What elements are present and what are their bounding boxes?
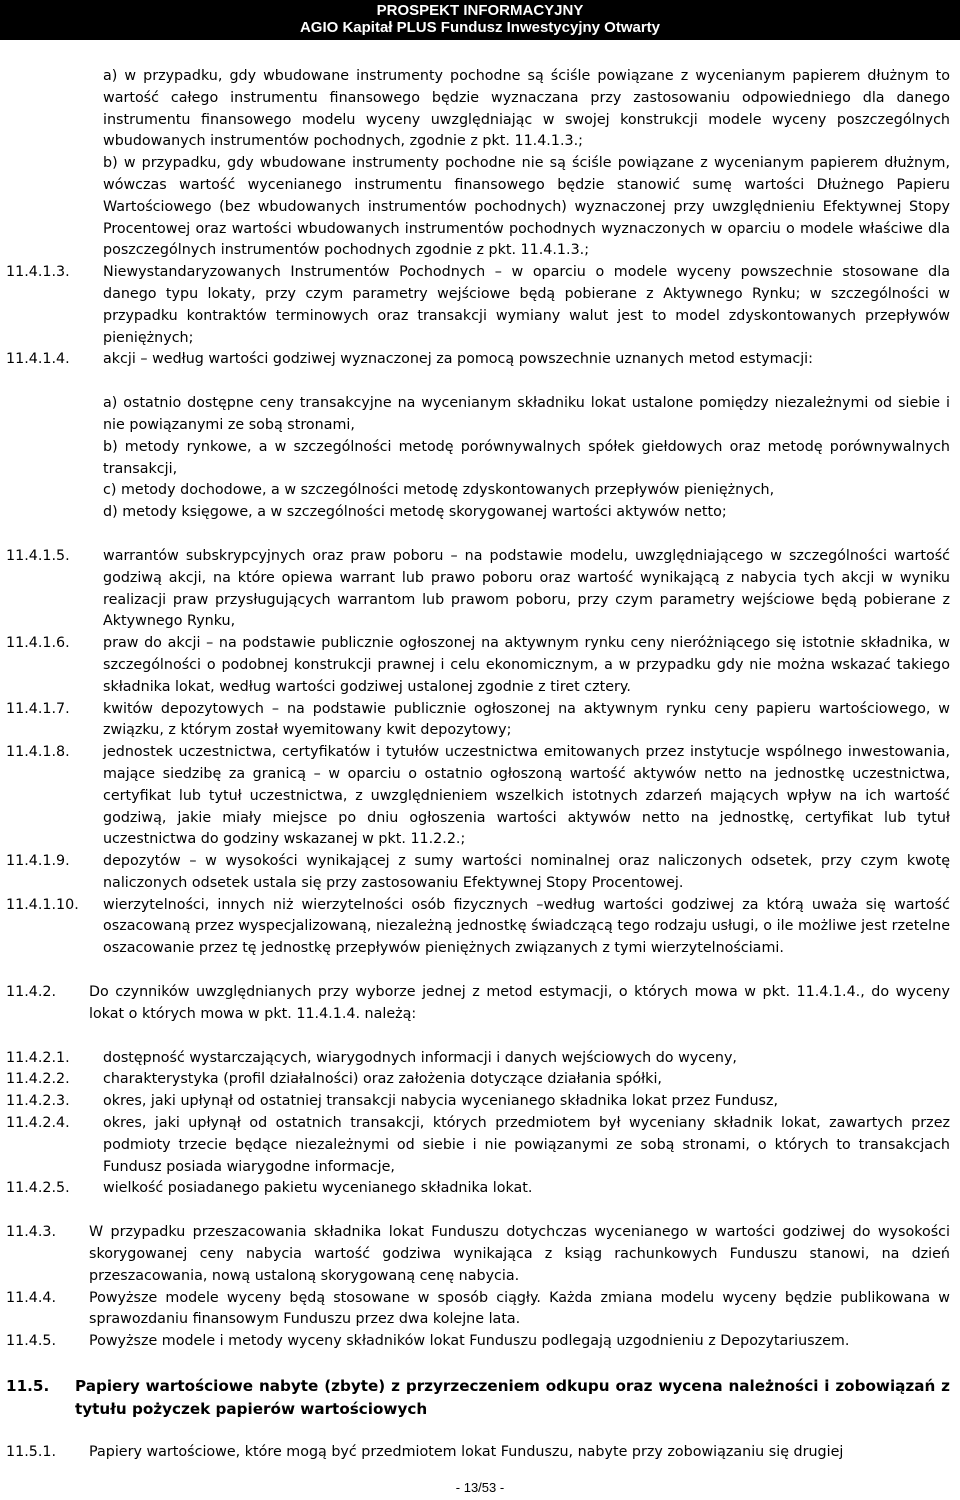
paragraph-number: 11.4.1.6.	[6, 635, 70, 652]
paragraph-text: Powyższe modele wyceny będą stosowane w sposób ciągły. Każda zmiana modelu wyceny będzie publikowana w sprawozdaniu finansowym Funduszu przez dwa kolejne lata.	[89, 1289, 950, 1328]
paragraph	[0, 1442, 960, 1464]
paragraph-text: a) ostatnio dostępne ceny transakcyjne na wycenianym składniku lokat ustalone pomiędzy niezależnymi od siebie i nie powiązanymi ze sobą stronami,	[103, 395, 950, 433]
paragraph	[0, 633, 960, 698]
paragraph-text: praw do akcji – na podstawie publicznie ogłoszonej na aktywnym rynku ceny nieróżniącego się istotnie składnika, w szczególności o podobnej konstrukcji prawnej i celu ekonomicznym, a w przypadku gdy nie można wskazać takiego składnika lokat, według wartości godziwej ustalonej zgodnie z tiret cztery.	[103, 635, 950, 695]
paragraph-text: kwitów depozytowych – na podstawie publicznie ogłoszonej na aktywnym rynku ceny papieru wartościowego, w związku, z którym został wyemitowany kwit depozytowy;	[103, 700, 950, 739]
document-header	[0, 0, 960, 40]
paragraph	[0, 982, 960, 1026]
paragraph	[0, 502, 960, 524]
document-body	[0, 66, 960, 1464]
paragraph	[0, 1069, 960, 1091]
paragraph-text: Papiery wartościowe, które mogą być przedmiotem lokat Funduszu, nabyte przy zobowiązaniu się drugiej	[89, 1444, 844, 1461]
paragraph-number: 11.4.1.7.	[6, 700, 70, 717]
paragraph-text: wielkość posiadanego pakietu wycenianego składnika lokat.	[103, 1180, 533, 1197]
paragraph	[0, 742, 960, 851]
paragraph-text: Do czynników uwzględnianych przy wyborze jednej z metod estymacji, o których mowa w pkt. 11.4.1.4., do wyceny lokat o których mowa w pkt. 11.4.1.4. należą:	[89, 984, 950, 1022]
paragraph-number: 11.5.	[6, 1377, 50, 1396]
paragraph-text: depozytów – w wysokości wynikającej z sumy wartości nominalnej oraz naliczonych odsetek, przy czym kwotę naliczonych odsetek ustala się przy zastosowaniu Efektywnej Stopy Procentowej.	[103, 853, 950, 891]
paragraph-number: 11.4.1.4.	[6, 351, 70, 368]
paragraph	[0, 1331, 960, 1353]
paragraph-number: 11.4.2.4.	[6, 1115, 70, 1132]
paragraph	[0, 1091, 960, 1113]
paragraph	[0, 851, 960, 895]
paragraph-number: 11.4.1.8.	[6, 744, 70, 761]
paragraph	[0, 895, 960, 960]
paragraph-text: akcji – według wartości godziwej wyznaczonej za pomocą powszechnie uznanych metod estymacji:	[103, 351, 813, 368]
paragraph-number: 11.5.1.	[6, 1444, 57, 1461]
paragraph	[0, 66, 960, 153]
paragraph-text: c) metody dochodowe, a w szczególności metodę zdyskontowanych przepływów pieniężnych,	[103, 482, 775, 499]
paragraph-text: okres, jaki upłynął od ostatniej transakcji nabycia wycenianego składnika lokat przez Fundusz,	[103, 1093, 779, 1110]
paragraph-number: 11.4.2.1.	[6, 1049, 70, 1066]
paragraph-text: Papiery wartościowe nabyte (zbyte) z przyrzeczeniem odkupu oraz wycena należności i zobowiązań z tytułu pożyczek papierów wartościowych	[75, 1377, 950, 1418]
paragraph-text: jednostek uczestnictwa, certyfikatów i tytułów uczestnictwa emitowanych przez instytucje wspólnego inwestowania, mające siedzibę za granicą – w oparciu o ostatnio ogłoszoną wartość aktywów netto na jednostkę uczestnictwa, certyfikat lub tytuł uczestnictwa, z uwzględnieniem wszelkich istotnych zdarzeń mających wpływ na ich wartość godziwą, jakie miały miejsce po dniu ogłoszenia wartości aktywów netto na jednostkę, certyfikat lub tytuł uczestnictwa do godziny wskazanej w pkt. 11.2.2.;	[103, 744, 950, 848]
paragraph-text: b) w przypadku, gdy wbudowane instrumenty pochodne nie są ściśle powiązane z wycenianym papierem dłużnym, wówczas wartość wycenianego instrumentu finansowego będzie stanowić sumę wartości Dłużnego Papieru Wartościowego (bez wbudowanych instrumentów pochodnych) wyznaczonej przy uwzględnieniu Efektywnej Stopy Procentowej oraz wartości wbudowanych instrumentów pochodnych wyznaczonych w oparciu o modele właściwe dla poszczególnych instrumentów pochodnych zgodnie z pkt. 11.4.1.3.;	[103, 155, 950, 259]
paragraph-text: W przypadku przeszacowania składnika lokat Funduszu dotychczas wycenianego w wartości godziwej do wysokości skorygowanej ceny nabycia wartość godziwa wynikająca z ksiąg rachunkowych Funduszu stanowi, na dzień przeszacowania, nową ustaloną skorygowaną cenę nabycia.	[89, 1224, 950, 1284]
paragraph	[0, 1288, 960, 1332]
paragraph-text: b) metody rynkowe, a w szczególności metodę porównywalnych spółek giełdowych oraz metodę porównywalnych transakcji,	[103, 438, 950, 477]
paragraph-number: 11.4.3.	[6, 1224, 57, 1241]
paragraph	[0, 349, 960, 371]
paragraph	[0, 1178, 960, 1200]
paragraph-text: Powyższe modele i metody wyceny składników lokat Funduszu podlegają uzgodnieniu z Depozytariuszem.	[89, 1333, 850, 1350]
paragraph	[0, 262, 960, 349]
paragraph	[0, 437, 960, 481]
header-title: PROSPEKT INFORMACYJNY	[376, 2, 584, 19]
paragraph	[0, 1222, 960, 1287]
paragraph	[0, 393, 960, 437]
paragraph-text: a) w przypadku, gdy wbudowane instrumenty pochodne są ściśle powiązane z wycenianym papierem dłużnym to wartość całego instrumentu finansowego będzie wyznaczana przy zastosowaniu odpowiedniego dla danego instrumentu finansowego modelu wyceny uwzględniając w swojej konstrukcji modele wyceny poszczególnych wbudowanych instrumentów pochodnych, zgodnie z pkt. 11.4.1.3.;	[103, 68, 950, 150]
paragraph	[0, 480, 960, 502]
paragraph-text: wierzytelności, innych niż wierzytelności osób fizycznych –według wartości godziwej za którą uważa się wartość oszacowaną przez wyspecjalizowaną, niezależną jednostkę świadczącą tego rodzaju usługi, o ile możliwe jest rzetelne oszacowanie przez tę jednostkę przepływów pieniężnych związanych z tymi wierzytelnościami.	[103, 896, 950, 957]
page-number: - 13/53 -	[455, 1480, 505, 1495]
paragraph	[0, 546, 960, 633]
paragraph	[0, 699, 960, 743]
paragraph-text: d) metody księgowe, a w szczególności metodę skorygowanej wartości aktywów netto;	[103, 504, 727, 521]
paragraph-text: okres, jaki upłynął od ostatnich transakcji, których przedmiotem był wyceniany składnik lokat, zawartych przez podmioty trzecie będące niezależnymi od siebie i nie powiązanymi ze sobą stronami, o których to transakcjach Fundusz posiada wiarygodne informacje,	[103, 1115, 950, 1175]
paragraph-number: 11.4.2.3.	[6, 1093, 70, 1110]
paragraph	[0, 1048, 960, 1070]
header-subtitle: AGIO Kapitał PLUS Fundusz Inwestycyjny Otwarty	[299, 19, 661, 36]
paragraph-text: charakterystyka (profil działalności) oraz założenia dotyczące działania spółki,	[103, 1071, 662, 1088]
paragraph	[0, 1113, 960, 1178]
paragraph	[0, 153, 960, 262]
paragraph-number: 11.4.2.2.	[6, 1071, 70, 1088]
paragraph-number: 11.4.1.9.	[6, 853, 70, 870]
paragraph-number: 11.4.2.	[6, 984, 57, 1001]
section-heading	[0, 1375, 960, 1420]
paragraph-text: Niewystandaryzowanych Instrumentów Pochodnych – w oparciu o modele wyceny powszechnie stosowane dla danego typu lokaty, przy czym parametry wejściowe będą pobierane z Aktywnego Rynku; w szczególności w przypadku kontraktów terminowych oraz transakcji wymiany walut jest to model zdyskontowanych przepływów pieniężnych;	[103, 264, 950, 346]
paragraph-number: 11.4.1.5.	[6, 547, 70, 564]
paragraph-number: 11.4.1.10.	[6, 896, 79, 913]
paragraph-number: 11.4.4.	[6, 1289, 57, 1306]
paragraph-number: 11.4.2.5.	[6, 1180, 70, 1197]
paragraph-number: 11.4.5.	[6, 1333, 57, 1350]
paragraph-text: warrantów subskrypcyjnych oraz praw poboru – na podstawie modelu, uwzględniającego w szczególności wartość godziwą akcji, na które opiewa warrant lub prawo poboru oraz wartość wynikającą z nabycia tych akcji w wyniku realizacji praw przysługujących warrantom lub prawom poboru, przy czym parametry wejściowe będą pobierane z Aktywnego Rynku,	[103, 547, 950, 630]
paragraph-text: dostępność wystarczających, wiarygodnych informacji i danych wejściowych do wyceny,	[103, 1049, 737, 1066]
paragraph-number: 11.4.1.3.	[6, 264, 70, 281]
